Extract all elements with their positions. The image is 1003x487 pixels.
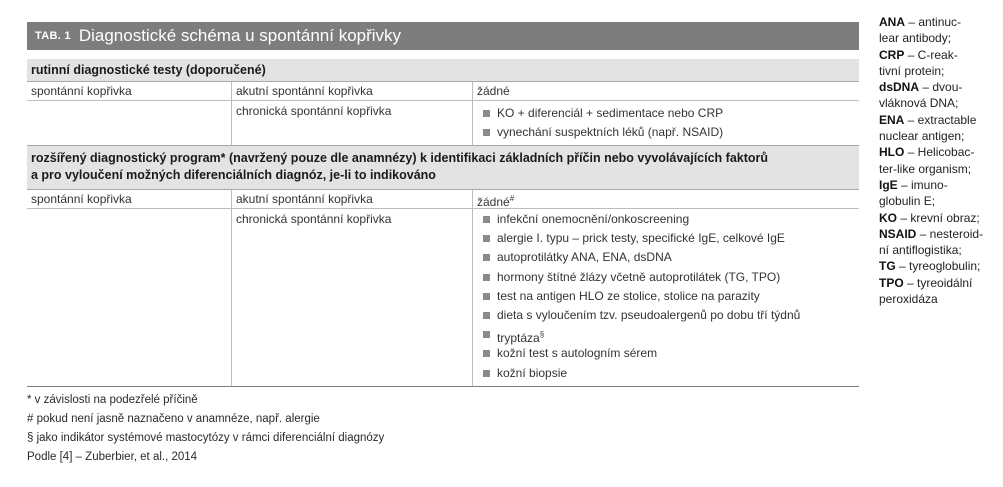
table-row — [27, 209, 859, 387]
list-item: autoprotilátky ANA, ENA, dsDNA — [477, 248, 859, 267]
chronic-label-text: chronická spontánní kopřivka — [236, 212, 392, 226]
abbreviation-line — [879, 291, 999, 307]
list-item: KO + diferenciál + sedimentace nebo CRP — [477, 104, 859, 123]
abbreviation-term: KO — [879, 210, 897, 225]
table-row — [27, 82, 859, 101]
footnote-hash: # pokud není jasně naznačeno v anamnéze, např. alergie — [27, 413, 320, 425]
chronic-tests — [472, 101, 859, 145]
section-mark: § — [539, 330, 545, 340]
list-item: infekční onemocnění/onkoscreening — [477, 210, 859, 229]
abbreviation-line — [879, 63, 999, 79]
abbreviation-entry — [879, 14, 999, 47]
abbreviation-term: ANA — [879, 15, 905, 29]
bullet-square-icon — [483, 312, 490, 319]
section-extended-heading-line2: a pro vyloučení možných diferenciálních diagnóz, je-li to indikováno — [31, 168, 436, 182]
list-item: dieta s vyloučením tzv. pseudoalergenů po dobu tří týdnů — [477, 306, 859, 325]
abbreviation-definition: tivní protein; — [879, 63, 945, 78]
list-item: hormony štítné žlázy včetně autoprotilátek (TG, TPO) — [477, 268, 859, 287]
abbreviation-entry — [879, 112, 999, 145]
abbreviation-line — [879, 144, 999, 160]
abbreviation-definition: globulin E; — [879, 194, 936, 209]
footnote-section: § jako indikátor systémové mastocytózy v rámci diferenciální diagnózy — [27, 432, 385, 444]
abbreviation-term: NSAID — [879, 226, 917, 241]
footnotes — [27, 391, 384, 467]
row-label-empty — [27, 209, 231, 386]
bullet-square-icon — [483, 129, 490, 136]
chronic-label — [231, 101, 472, 145]
routine-test-list — [477, 101, 859, 145]
extended-test-list — [477, 209, 859, 386]
bullet-square-icon — [483, 350, 490, 357]
table-title-bar — [27, 22, 859, 50]
abbreviation-line — [879, 112, 999, 128]
bullet-square-icon — [483, 235, 490, 242]
abbreviation-line — [879, 30, 999, 46]
abbreviation-definition: – tyreoglobulin; — [895, 259, 981, 274]
abbreviation-entry — [879, 226, 999, 259]
footnote-source: Podle [4] – Zuberbier, et al., 2014 — [27, 451, 198, 463]
acute-value: žádné — [472, 82, 859, 100]
bullet-square-icon — [483, 254, 490, 261]
abbreviation-entry — [879, 210, 999, 226]
hash-mark: # — [509, 194, 515, 203]
row-label: spontánní kopřivka — [31, 192, 132, 206]
abbreviations-list — [879, 14, 999, 307]
abbreviation-line — [879, 242, 999, 258]
abbreviation-line — [879, 210, 999, 226]
abbreviation-line — [879, 95, 999, 111]
abbreviation-line — [879, 79, 999, 95]
list-item: vynechání suspektních léků (např. NSAID) — [477, 123, 859, 142]
chronic-label-text: chronická spontánní kopřivka — [236, 104, 392, 118]
acute-value: žádné# — [472, 190, 859, 208]
abbreviation-entry — [879, 177, 999, 210]
bullet-square-icon — [483, 331, 490, 338]
list-item: tryptáza§ — [477, 325, 859, 344]
abbreviation-definition: – imuno- — [897, 177, 948, 192]
abbreviation-definition: nuclear antigen; — [879, 129, 965, 144]
abbreviation-entry — [879, 258, 999, 274]
abbreviation-definition: ní antiflogistika; — [879, 243, 962, 258]
bullet-square-icon — [483, 370, 490, 377]
abbreviation-entry — [879, 47, 999, 80]
diagnostic-table — [27, 22, 859, 387]
abbreviation-definition: ter-like organism; — [879, 161, 972, 176]
list-item: test na antigen HLO ze stolice, stolice na parazity — [477, 287, 859, 306]
abbreviation-definition: peroxidáza — [879, 292, 938, 307]
chronic-tests — [472, 209, 859, 386]
acute-label: akutní spontánní kopřivka — [231, 190, 472, 208]
bullet-square-icon — [483, 216, 490, 223]
abbreviation-definition: vláknová DNA; — [879, 96, 959, 111]
acute-label: akutní spontánní kopřivka — [231, 82, 472, 100]
abbreviation-definition: – C-reak- — [904, 47, 958, 62]
abbreviation-line — [879, 275, 999, 291]
abbreviation-definition: – nesteroid- — [916, 226, 984, 241]
abbreviation-definition: – Helicobac- — [904, 145, 975, 160]
abbreviation-entry — [879, 144, 999, 177]
table-title: Diagnostické schéma u spontánní kopřivky — [78, 26, 402, 45]
abbreviation-line — [879, 258, 999, 274]
abbreviation-entry — [879, 79, 999, 112]
table-row — [27, 190, 859, 209]
row-label: spontánní kopřivka — [31, 84, 132, 98]
section-extended-heading — [27, 145, 859, 190]
table-number: TAB. 1 — [35, 30, 71, 42]
section-routine-heading: rutinní diagnostické testy (doporučené) — [27, 59, 859, 82]
abbreviation-line — [879, 226, 999, 242]
list-item: kožní biopsie — [477, 364, 859, 383]
abbreviation-term: dsDNA — [879, 80, 920, 95]
abbreviation-line — [879, 128, 999, 144]
section-extended-heading-line1: rozšířený diagnostický program* (navržený pouze dle anamnézy) k identifikaci základních příčin nebo vyvolávajících faktorů — [31, 151, 769, 165]
abbreviation-line — [879, 47, 999, 63]
abbreviation-term: TG — [879, 259, 896, 274]
abbreviation-definition: – antinuc- — [905, 15, 962, 29]
abbreviation-definition: – krevní obraz; — [897, 210, 980, 225]
table-row — [27, 101, 859, 145]
bullet-square-icon — [483, 274, 490, 281]
abbreviation-definition: – tyreoidální — [903, 275, 973, 290]
abbreviation-definition: – extractable — [904, 112, 977, 127]
chronic-label — [231, 209, 472, 386]
footnote-star: * v závislosti na podezřelé příčině — [27, 394, 198, 406]
abbreviation-entry — [879, 275, 999, 308]
bullet-square-icon — [483, 110, 490, 117]
abbreviation-line — [879, 177, 999, 193]
abbreviation-term: IgE — [879, 177, 898, 192]
abbreviation-definition: lear antibody; — [879, 31, 952, 46]
abbreviation-line — [879, 193, 999, 209]
bullet-square-icon — [483, 293, 490, 300]
list-item: alergie I. typu – prick testy, specifické IgE, celkové IgE — [477, 229, 859, 248]
abbreviation-definition: – dvou- — [919, 80, 963, 95]
abbreviation-term: TPO — [879, 275, 904, 290]
abbreviation-term: HLO — [879, 145, 905, 160]
abbreviation-term: ENA — [879, 112, 905, 127]
list-item: kožní test s autologním sérem — [477, 344, 859, 363]
abbreviation-line — [879, 14, 999, 30]
abbreviation-term: CRP — [879, 47, 905, 62]
abbreviation-line — [879, 161, 999, 177]
row-label-empty — [27, 101, 231, 145]
